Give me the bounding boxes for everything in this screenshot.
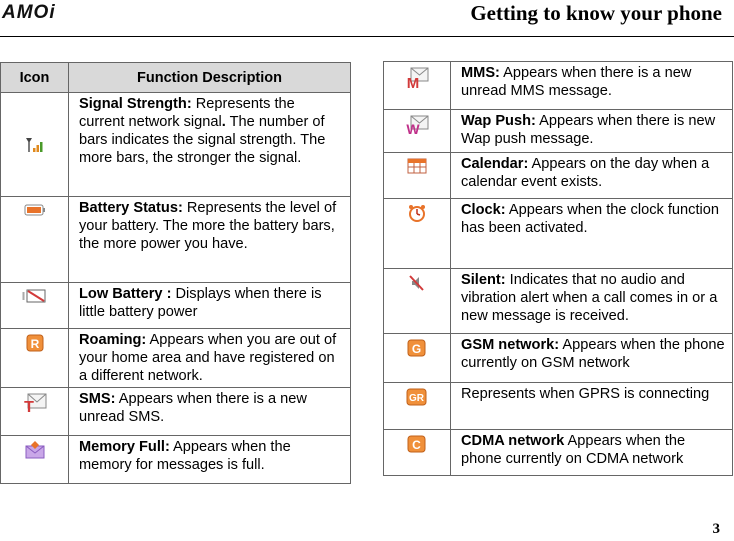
- calendar-desc: Appears on the day when a calendar event exists.: [461, 156, 710, 190]
- cdma-network-icon: [406, 434, 428, 454]
- clock-term: Clock:: [461, 202, 506, 218]
- table-header-row: [1, 63, 351, 93]
- gsm-network-icon: [406, 338, 428, 358]
- memory-full-icon: [24, 440, 46, 460]
- table-row: [1, 197, 351, 283]
- header-rule: [0, 36, 734, 37]
- table-row: [1, 388, 351, 436]
- silent-icon: [406, 273, 428, 293]
- svg-text:T: T: [23, 399, 34, 414]
- svg-text:G: G: [411, 342, 422, 356]
- clock-icon: [406, 203, 428, 223]
- silent-desc: Indicates that no audio and vibration alert when a call comes in or a new message is received.: [461, 272, 718, 324]
- gsm-network-term: GSM network:: [461, 337, 560, 353]
- table-row: [1, 93, 351, 197]
- table-row: [1, 436, 351, 484]
- calendar-icon: [406, 157, 428, 175]
- table-row: [384, 110, 733, 153]
- left-icon-table: [0, 62, 351, 484]
- svg-text:W: W: [406, 121, 420, 136]
- svg-text:C: C: [412, 438, 421, 452]
- calendar-term: Calendar:: [461, 156, 529, 172]
- battery-status-term: Battery Status:: [79, 200, 183, 216]
- signal-strength-dot: .: [221, 114, 226, 130]
- roaming-term: Roaming:: [79, 332, 147, 348]
- page-title: Getting to know your phone: [470, 1, 722, 25]
- signal-strength-term: Signal Strength:: [79, 96, 192, 112]
- memory-full-term: Memory Full:: [79, 439, 170, 455]
- roaming-icon: [25, 333, 45, 353]
- table-row: [1, 283, 351, 329]
- table-row: [384, 62, 733, 110]
- silent-term: Silent:: [461, 272, 506, 288]
- mms-desc: Appears when there is a new unread MMS message.: [461, 65, 692, 99]
- wap-push-icon: [404, 114, 430, 136]
- low-battery-icon: [22, 289, 48, 303]
- cdma-network-term: CDMA network: [461, 433, 565, 449]
- svg-text:M: M: [406, 75, 420, 90]
- mms-icon: [404, 66, 430, 90]
- column-header-description: Function Description: [69, 63, 351, 93]
- table-row: [384, 430, 733, 476]
- battery-status-desc: Represents the level of your battery. The more the battery bars, the more power you have.: [79, 200, 337, 252]
- gsm-network-desc: Appears when the phone currently on GSM network: [461, 337, 725, 371]
- page-number: 3: [712, 521, 720, 537]
- right-icon-table: [383, 61, 733, 476]
- wap-push-term: Wap Push:: [461, 113, 536, 129]
- table-row: [1, 329, 351, 388]
- low-battery-term: Low Battery :: [79, 286, 172, 302]
- sms-term: SMS:: [79, 391, 116, 407]
- cdma-network-desc: Appears when the phone currently on CDMA network: [461, 433, 686, 467]
- clock-desc: Appears when the clock function has been activated.: [461, 202, 719, 236]
- table-row: [384, 383, 733, 430]
- column-header-icon: Icon: [1, 63, 69, 93]
- table-row: [384, 269, 733, 334]
- low-battery-desc: Displays when there is little battery power: [79, 286, 322, 320]
- signal-strength-icon: [24, 136, 46, 154]
- mms-term: MMS:: [461, 65, 500, 81]
- gprs-desc: Represents when GPRS is connecting: [461, 386, 710, 402]
- svg-text:R: R: [30, 337, 39, 351]
- table-row: [384, 153, 733, 199]
- sms-icon: [22, 392, 48, 414]
- table-row: [384, 199, 733, 269]
- wap-push-desc: Appears when there is new Wap push message.: [461, 113, 716, 147]
- table-row: [384, 334, 733, 383]
- amoi-logo: AMOi: [2, 2, 56, 23]
- signal-strength-desc-a: Represents the current network signal: [79, 96, 295, 130]
- signal-strength-desc-b: The number of bars indicates the signal strength. The more bars, the stronger the signal.: [79, 114, 326, 166]
- sms-desc: Appears when there is a new unread SMS.: [79, 391, 307, 425]
- memory-full-desc: Appears when the memory for messages is full.: [79, 439, 291, 473]
- battery-status-icon: [24, 203, 46, 217]
- gprs-icon: [405, 387, 429, 407]
- roaming-desc: Appears when you are out of your home area and have registered on a different network.: [79, 332, 337, 384]
- svg-text:GR: GR: [409, 393, 424, 404]
